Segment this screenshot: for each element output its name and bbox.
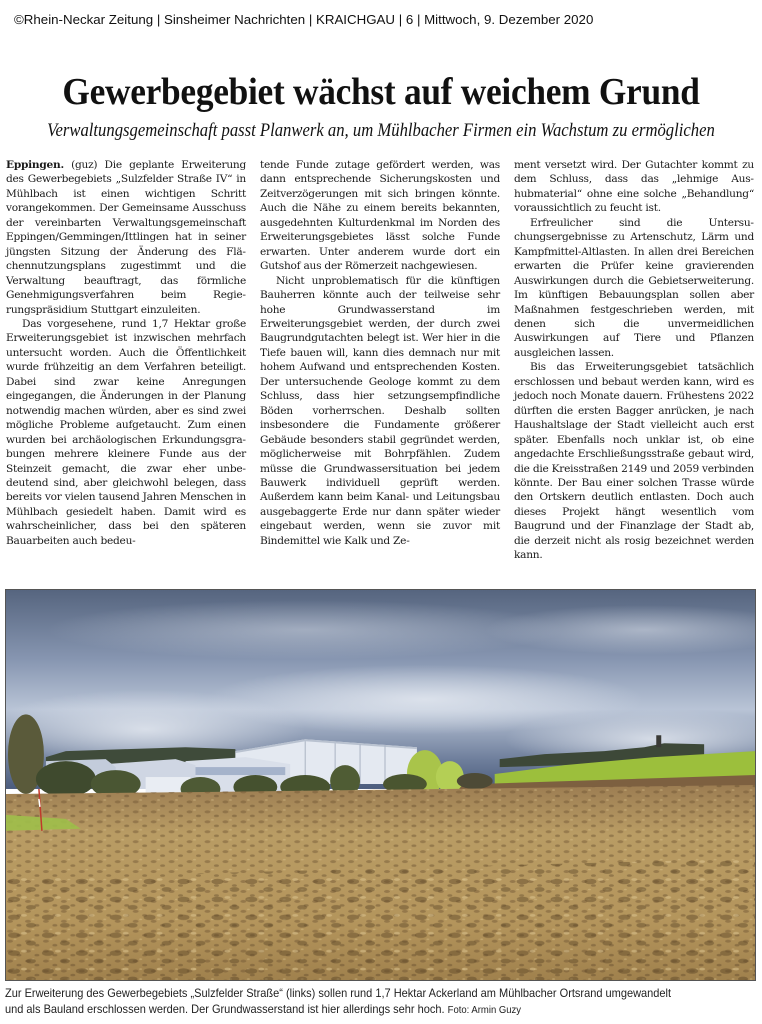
article-column-3 [514,158,754,563]
photo-caption [5,986,719,1019]
distant-tower [656,735,661,747]
article-column-1 [6,158,246,548]
caption-line-2 [5,1002,719,1019]
paragraph-3: Nicht unproblematisch für die künftigen Bauherren könnte auch der teilweise sehr hohe Grundwasserstand im Erweiterungsgebiet werden, der durch zwei Baugrundgutachten belegt ist. Wer hier in die Tiefe bauen will, kann dies demnach nur mit hohem Aufwand und entsprechenden Kosten. Der untersuchende Geologe kommt zu dem Schluss, dass hier setzungsempfindliche Böden vorherrschen. Deshalb sollten insbesondere die Fundamente größerer Gebäude besonders stabil gegründet werden, möglicherweise mit Bohrpfählen. Zudem müsse die Grundwassersituation bei jedem Bauwerk individuell geprüft werden. Außerdem kann beim Kanal- und Leitungsbau ausgebaggerte Erde nur dann später wieder eingebaut werden, wenn sie zuvor mit Bindemittel wie Kalk und Ze- [260,274,500,547]
paragraph-1 [6,158,246,317]
paragraph-5: Bis das Erweiterungsgebiet tatsächlich erschlossen und bebaut werden kann, wird es jedoch noch Monate dauern. Frühestens 2022 dürften die ersten Bagger anrücken, je nach Haushaltslage der Stadt vielleicht auch erst später. Ebenfalls noch unklar ist, ob eine angedachte Erschließungsstraße gebaut wird, die die Kreisstraßen 2149 und 2059 verbinden könnte. Der Bau einer solchen Trasse würde den Ortskern deutlich entlasten. Doch auch dieses Projekt hängt wesentlich vom Baugrund und der Finanzlage der Stadt ab, die derzeit nicht als rosig bezeichnet werden kann. [514,361,754,562]
paragraph-2-continued: tende Funde zutage gefördert werden, was dann entsprechende Sicherungskosten und Zeitverzögerungen mit sich bringen könnte. Auch die Nähe zu einem bereits bekannten, ausgedehnten Kulturdenkmal im Norden des Erweiterungsgebietes lässt solche Funde erwarten. Unter anderem wurde dort ein Gutshof aus der Römerzeit nachgewiesen. [260,159,500,273]
article-column-2 [260,158,500,548]
photo-credit: Foto: Armin Guzy [447,1005,522,1016]
paragraph-4: Erfreulicher sind die Untersuchungsergebnisse zu Artenschutz, Lärm und Kampfmittel-Altlasten. In allen drei Bereichen erwarten die Prüfer keine gravierenden Auswirkungen durch die Gebietserweiterung. Im künftigen Bebauungsplan sollen aber Maßnahmen festgeschrieben werden, mit denen sich die unvermeidlichen Auswirkungen auf Tiere und Pflanzen ausgleichen lassen. [514,216,754,359]
caption-text-2: und als Bauland erschlossen werden. Der Grundwasserstand ist hier allerdings sehr hoch. [5,1003,445,1016]
article-headline: Gewerbegebiet wächst auf weichem Grund [62,71,700,113]
paragraph-2: Das vorgesehene, rund 1,7 Hektar große Erweiterungsgebiet ist inzwischen mehrfach untersucht worden. Auch die Öffentlichkeit wurde frühzeitig an dem Verfahren beteiligt. Dabei sind zwar keine Anregungen eingegangen, die Änderungen in der Planung notwendig machen würden, aber es sind zwei mögliche Probleme aufgetaucht. Zum einen wurden bei archäologischen Erkundungsgrabungen mehrere kleinere Funde aus der Steinzeit gemacht, die zwar eher unbedeutend sind, aber gleichwohl belegen, dass bereits vor vielen tausend Jahren Menschen in Mühlbach gesiedelt haben. Damit wird es wahrscheinlicher, dass bei den späteren Bauarbeiten auch bedeu- [6,317,246,547]
newspaper-masthead: ©Rhein-Neckar Zeitung | Sinsheimer Nachrichten | KRAICHGAU | 6 | Mittwoch, 9. Dezember 2020 [14,12,594,27]
article-photo [5,589,756,981]
paragraph-3-continued: ment versetzt wird. Der Gutachter kommt zu dem Schluss, dass das „lehmige Aushubmaterial“ ohne eine solche „Behandlung“ voraussichtlich zu feucht ist. [514,159,754,215]
caption-line-1: Zur Erweiterung des Gewerbegebiets „Sulzfelder Straße“ (links) sollen rund 1,7 Hektar Ackerland am Mühlbacher Ortsrand umgewandelt [5,987,672,1000]
landscape-photo [6,590,755,980]
dateline: Eppingen. [6,159,64,171]
paragraph-1-text: (guz) Die geplante Erweiterung des Gewerbegebiets „Sulzfelder Straße IV“ in Mühlbach ist einen wichtigen Schritt vorangekommen. Der Gemeinsame Ausschuss der vereinbarten Verwaltungsgemeinschaft Eppingen/Gemmingen/Ittlingen hat in seiner jüngsten Sitzung der Änderung des Flächennutzungsplans zugestimmt und die Verwaltung beauftragt, das förmliche Genehmigungsverfahren beim Regierungspräsidium Stuttgart einzuleiten. [6,159,246,316]
article-subheadline: Verwaltungsgemeinschaft passt Planwerk an, um Mühlbacher Firmen ein Wachstum zu ermöglichen [47,121,715,141]
article-body [6,158,756,578]
